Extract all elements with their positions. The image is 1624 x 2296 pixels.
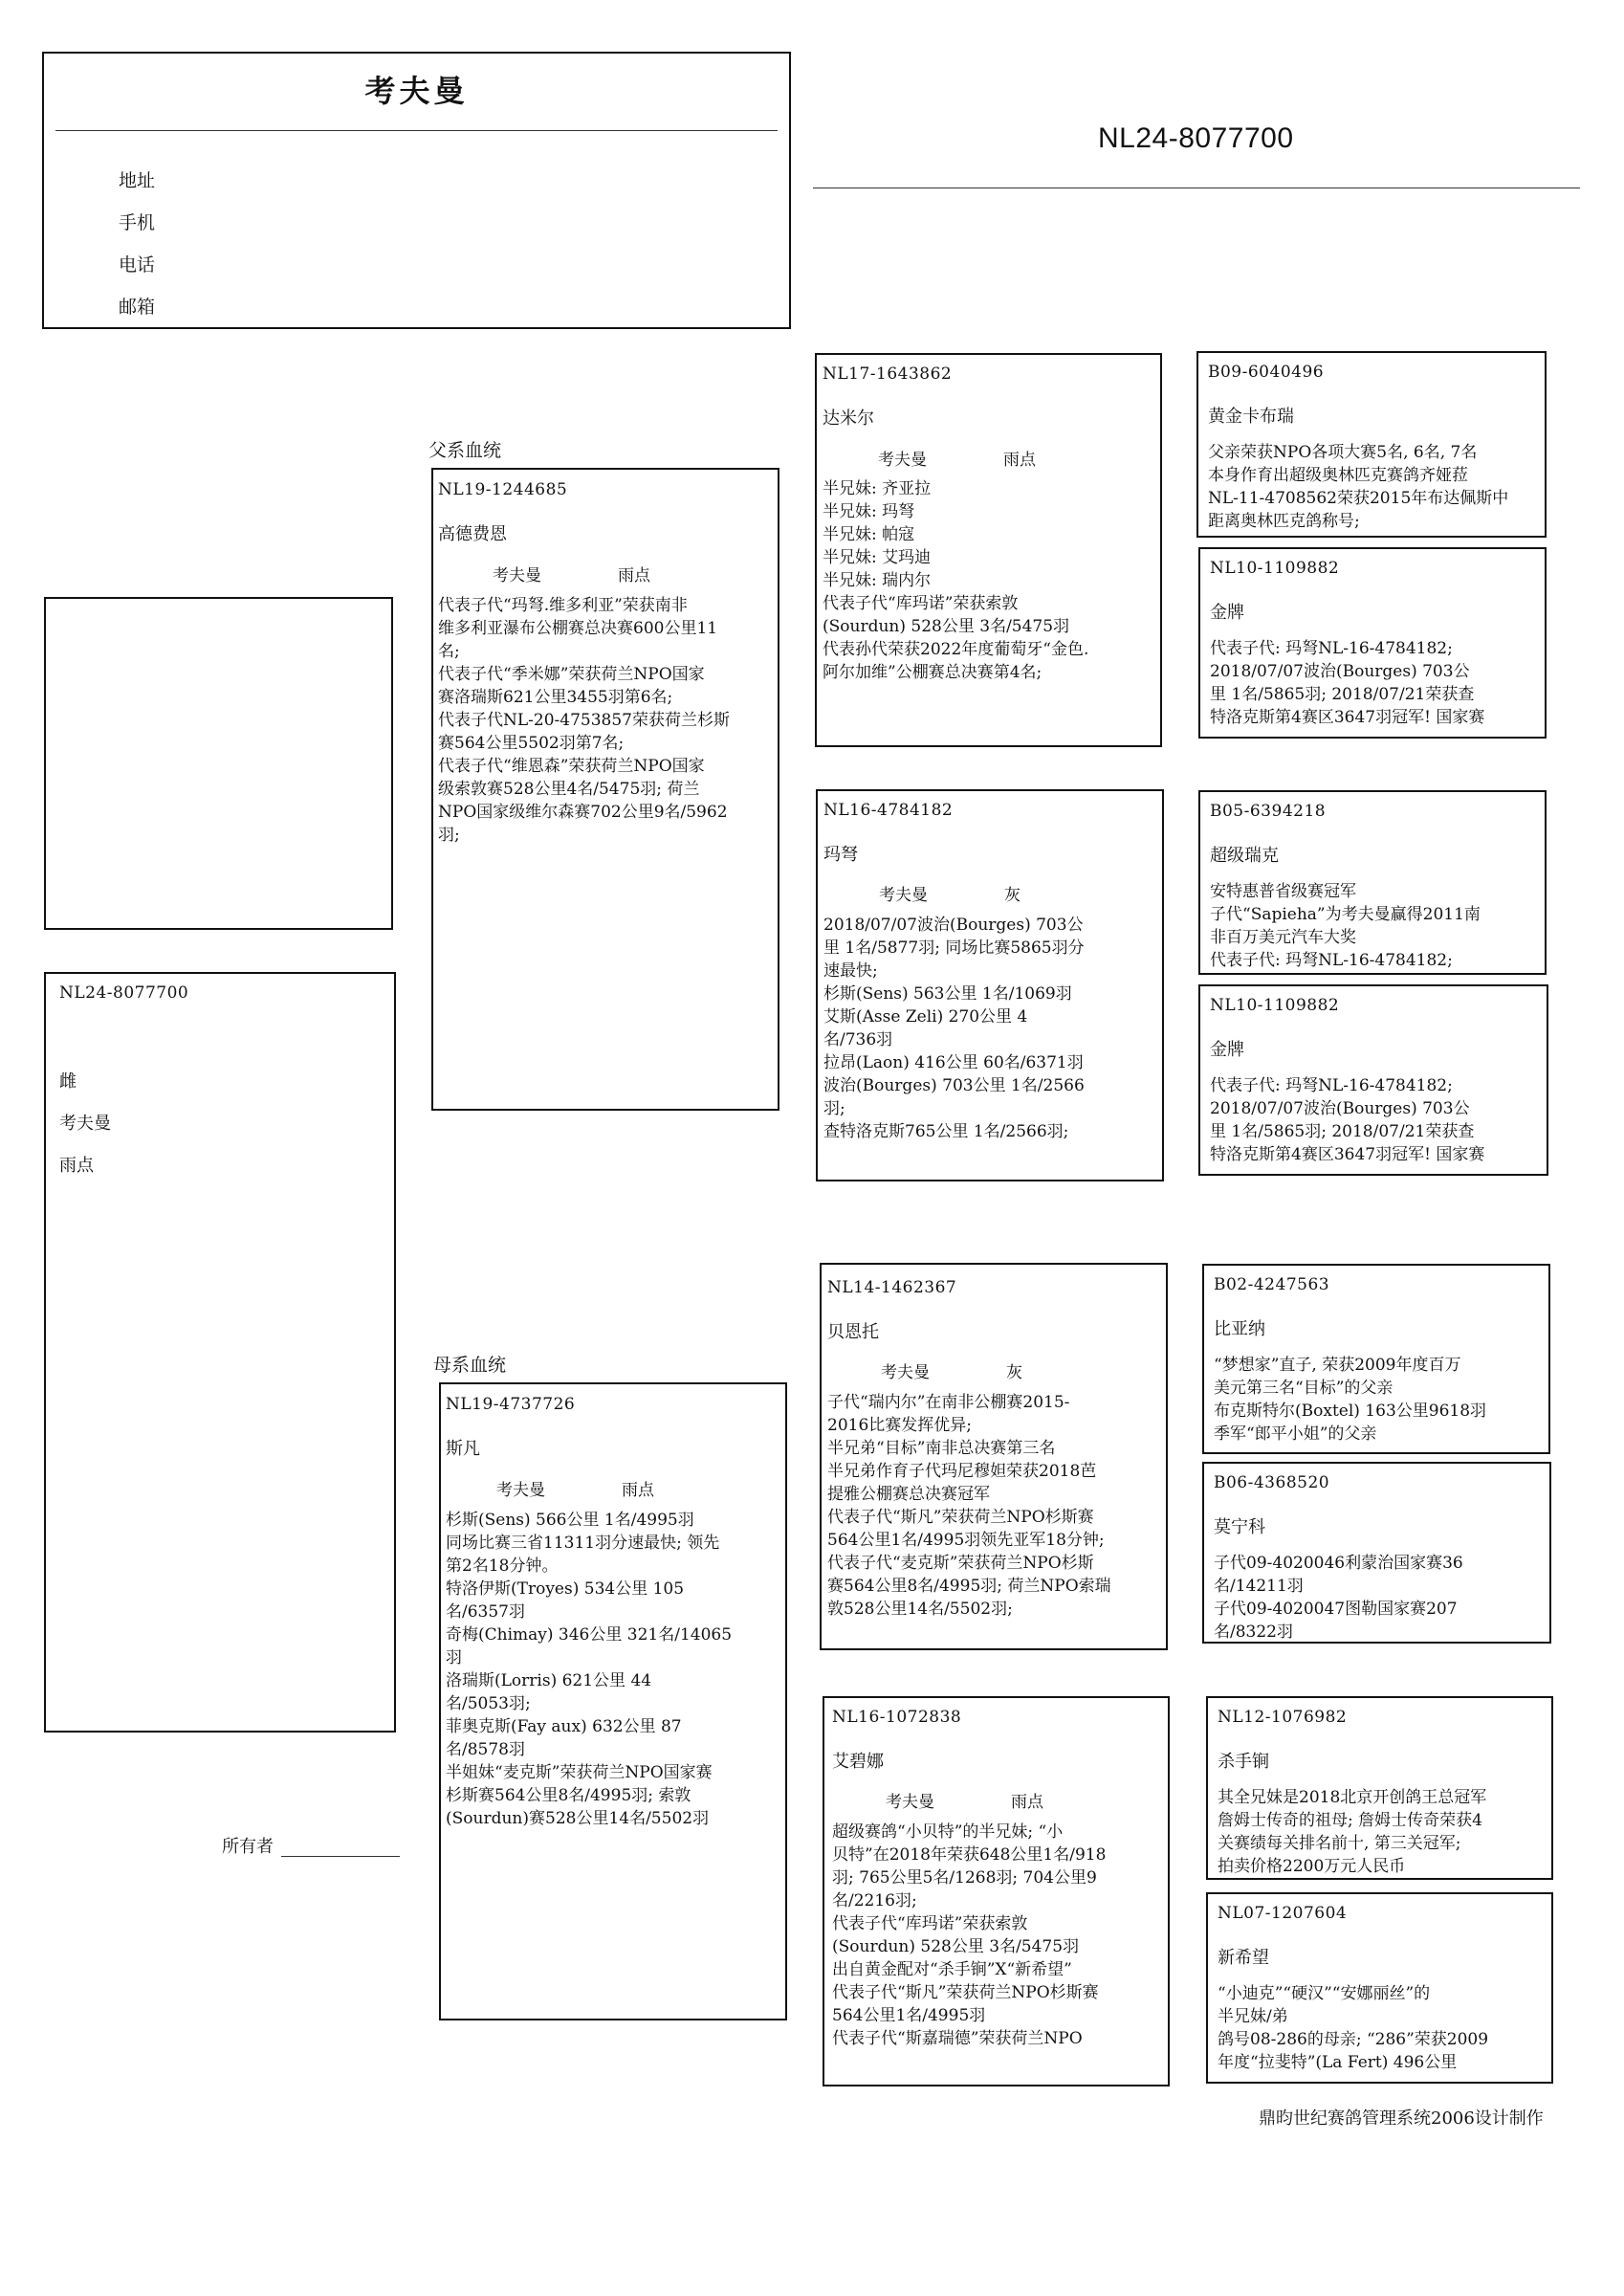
subject-breeder: 考夫曼 bbox=[59, 1114, 111, 1134]
footer-credit: 鼎昀世纪赛鸽管理系统2006设计制作 bbox=[1259, 2108, 1544, 2129]
dam-dam-dam-ring: NL07-1207604 bbox=[1218, 1904, 1348, 1923]
sire-dam-name: 玛弩 bbox=[823, 845, 858, 865]
sire-sire-description: 半兄妹: 齐亚拉 半兄妹: 玛弩 半兄妹: 帕寇 半兄妹: 艾玛迪 半兄妹: 瑞内尔 代表子代“库玛诺”荣获索敦 (Sourdun) 528公里 3名/5475羽 代表孙代荣获2022年度葡萄牙“金色. 阿尔加维”公棚赛总决赛第4名; bbox=[823, 479, 1089, 682]
sire-sire-dam-description: 代表子代: 玛弩NL-16-4784182; 2018/07/07波治(Bourges) 703公 里 1名/5865羽; 2018/07/21荣获查 特洛克斯第4赛区3647羽冠军! 国家赛 bbox=[1210, 639, 1485, 727]
sire-sire-color: 雨点 bbox=[1003, 451, 1036, 470]
sire-dam-breeder-color bbox=[879, 881, 1020, 905]
sire-sire-dam-card bbox=[1198, 547, 1547, 739]
sire-line-label: 父系血统 bbox=[428, 440, 502, 461]
dam-sire-description: 子代“瑞内尔”在南非公棚赛2015- 2016比赛发挥优异; 半兄弟“目标”南非总决赛第三名 半兄弟作育子代玛尼穆妲荣获2018芭 提雅公棚赛总决赛冠军 代表子代“斯凡”荣获荷兰NPO杉斯赛 564公里1名/4995羽领先亚军18分钟; 代表子代“麦克斯”荣获荷兰NPO杉斯 赛564公里8名/4995羽; 荷兰NPO索瑞 敦528公里14名/5502羽; bbox=[827, 1393, 1111, 1619]
dam-sire-dam-card bbox=[1202, 1462, 1551, 1644]
subject-ring: NL24-8077700 bbox=[59, 983, 189, 1003]
dam-dam-breeder: 考夫曼 bbox=[886, 1793, 934, 1812]
dam-dam-name: 艾碧娜 bbox=[832, 1752, 884, 1772]
sire-ring: NL19-1244685 bbox=[438, 480, 568, 499]
dam-card bbox=[439, 1382, 787, 2020]
dam-dam-color: 雨点 bbox=[1011, 1793, 1043, 1812]
dam-sire-color: 灰 bbox=[1006, 1363, 1022, 1382]
owner-header-box bbox=[42, 52, 791, 329]
sire-dam-dam-card bbox=[1198, 984, 1548, 1176]
sire-sire-ring: NL17-1643862 bbox=[823, 364, 953, 384]
owner-header-divider bbox=[55, 130, 778, 131]
dam-description: 杉斯(Sens) 566公里 1名/4995羽 同场比赛三省11311羽分速最快; 领先 第2名18分钟。 特洛伊斯(Troyes) 534公里 105 名/6357羽 奇梅(Chimay) 346公里 321名/14065 羽 洛瑞斯(Lorris) 621公里 44 名/5053羽; 菲奥克斯(Fay aux) 632公里 87 名/8578羽 半姐妹“麦克斯”荣获荷兰NPO国家赛 杉斯赛564公里8名/4995羽; 索敦 (Sourdun)赛528公里14名/5502羽 bbox=[446, 1511, 733, 1828]
sire-sire-sire-ring: B09-6040496 bbox=[1208, 363, 1325, 382]
dam-sire-breeder: 考夫曼 bbox=[881, 1363, 930, 1382]
sire-sire-sire-name: 黄金卡布瑞 bbox=[1208, 407, 1294, 427]
owner-signature-line bbox=[281, 1856, 400, 1857]
dam-sire-name: 贝恩托 bbox=[827, 1322, 879, 1342]
sire-dam-sire-ring: B05-6394218 bbox=[1210, 802, 1327, 821]
sire-dam-ring: NL16-4784182 bbox=[823, 801, 954, 820]
sire-dam-description: 2018/07/07波治(Bourges) 703公 里 1名/5877羽; 同场比赛5865羽分 速最快; 杉斯(Sens) 563公里 1名/1069羽 艾斯(Asse Zeli) 270公里 4 名/736羽 拉昂(Laon) 416公里 60名/6371羽 波治(Bourges) 703公里 1名/2566 羽; 查特洛克斯765公里 1名/2566羽; bbox=[823, 916, 1085, 1141]
dam-sire-dam-ring: B06-4368520 bbox=[1214, 1473, 1330, 1492]
sire-name: 高德费恩 bbox=[438, 524, 507, 544]
sire-breeder: 考夫曼 bbox=[493, 566, 541, 585]
sire-sire-sire-description: 父亲荣获NPO各项大赛5名, 6名, 7名 本身作育出超级奥林匹克赛鸽齐娅菈 NL-11-4708562荣获2015年布达佩斯中 距离奥林匹克鸽称号; bbox=[1208, 443, 1509, 531]
dam-dam-ring: NL16-1072838 bbox=[832, 1708, 962, 1727]
dam-breeder-color bbox=[496, 1476, 654, 1500]
dam-sire-ring: NL14-1462367 bbox=[827, 1278, 957, 1297]
email-label: 邮箱 bbox=[119, 297, 156, 318]
sire-sire-dam-ring: NL10-1109882 bbox=[1210, 559, 1340, 578]
dam-line-label: 母系血统 bbox=[433, 1355, 507, 1376]
sire-dam-card bbox=[816, 789, 1164, 1181]
dam-dam-dam-description: “小迪克”“硬汉”“安娜丽丝”的 半兄妹/弟 鸽号08-286的母亲; “286”荣获2009 年度“拉斐特”(La Fert) 496公里 bbox=[1218, 1984, 1489, 2072]
sire-dam-dam-name: 金牌 bbox=[1210, 1040, 1244, 1060]
dam-dam-dam-name: 新希望 bbox=[1218, 1948, 1269, 1968]
sire-sire-breeder-color bbox=[878, 446, 1036, 470]
sire-dam-sire-name: 超级瑞克 bbox=[1210, 846, 1279, 866]
dam-dam-card bbox=[823, 1696, 1170, 2086]
sire-sire-name: 达米尔 bbox=[823, 408, 874, 429]
sire-sire-breeder: 考夫曼 bbox=[878, 451, 927, 470]
dam-sire-sire-name: 比亚纳 bbox=[1214, 1319, 1265, 1339]
sire-sire-sire-card bbox=[1196, 351, 1547, 538]
owner-label: 所有者 bbox=[222, 1837, 274, 1857]
dam-ring: NL19-4737726 bbox=[446, 1395, 576, 1414]
sire-sire-card bbox=[815, 353, 1162, 747]
dam-dam-sire-ring: NL12-1076982 bbox=[1218, 1708, 1348, 1727]
dam-dam-breeder-color bbox=[886, 1788, 1043, 1812]
sire-color: 雨点 bbox=[618, 566, 650, 585]
ring-number-title: NL24-8077700 bbox=[1098, 122, 1294, 154]
sire-dam-sire-description: 安特惠普省级赛冠军 子代“Sapieha”为考夫曼赢得2011南 非百万美元汽车大奖 代表子代: 玛弩NL-16-4784182; bbox=[1210, 882, 1481, 970]
dam-dam-sire-name: 杀手锏 bbox=[1218, 1752, 1269, 1772]
dam-sire-dam-description: 子代09-4020046利蒙治国家赛36 名/14211羽 子代09-4020047图勒国家赛207 名/8322羽 bbox=[1214, 1554, 1463, 1642]
dam-sire-sire-description: “梦想家”直子, 荣获2009年度百万 美元第三名“目标”的父亲 布克斯特尔(Boxtel) 163公里9618羽 季军“郎平小姐”的父亲 bbox=[1214, 1356, 1487, 1444]
dam-dam-sire-card bbox=[1206, 1696, 1553, 1880]
sire-dam-dam-ring: NL10-1109882 bbox=[1210, 996, 1340, 1015]
owner-name: 考夫曼 bbox=[364, 73, 469, 109]
sire-dam-dam-description: 代表子代: 玛弩NL-16-4784182; 2018/07/07波治(Bourges) 703公 里 1名/5865羽; 2018/07/21荣获查 特洛克斯第4赛区3647羽冠军! 国家赛 bbox=[1210, 1076, 1485, 1164]
sire-sire-dam-name: 金牌 bbox=[1210, 603, 1244, 623]
photo-frame bbox=[44, 597, 393, 930]
dam-breeder: 考夫曼 bbox=[496, 1481, 545, 1500]
dam-dam-description: 超级赛鸽“小贝特”的半兄妹; “小 贝特”在2018年荣获648公里1名/918 羽; 765公里5名/1268羽; 704公里9 名/2216羽; 代表子代“库玛诺”荣获索敦 (Sourdun) 528公里 3名/5475羽 出自黄金配对“杀手锏”X“新希望” 代表子代“斯凡”荣获荷兰NPO杉斯赛 564公里1名/4995羽 代表子代“斯嘉瑞德”荣获荷兰NPO bbox=[832, 1822, 1107, 2048]
subject-sex: 雌 bbox=[59, 1071, 77, 1092]
mobile-label: 手机 bbox=[119, 212, 156, 233]
dam-sire-card bbox=[820, 1263, 1168, 1650]
subject-card bbox=[44, 972, 396, 1733]
phone-label: 电话 bbox=[119, 254, 156, 276]
dam-dam-dam-card bbox=[1206, 1892, 1553, 2084]
subject-color: 雨点 bbox=[59, 1156, 94, 1176]
sire-dam-color: 灰 bbox=[1004, 886, 1020, 905]
dam-sire-dam-name: 莫宁科 bbox=[1214, 1517, 1265, 1537]
sire-card bbox=[431, 468, 779, 1111]
dam-sire-sire-ring: B02-4247563 bbox=[1214, 1275, 1330, 1294]
dam-sire-breeder-color bbox=[881, 1358, 1022, 1382]
address-label: 地址 bbox=[119, 170, 156, 191]
sire-breeder-color bbox=[493, 562, 650, 585]
sire-description: 代表子代“玛弩.维多利亚”荣获南非 维多利亚瀑布公棚赛总决赛600公里11 名; 代表子代“季米娜”荣获荷兰NPO国家 赛洛瑞斯621公里3455羽第6名; 代表子代NL-20-4753857荣获荷兰杉斯 赛564公里5502羽第7名; 代表子代“维恩森”荣获荷兰NPO国家 级索敦赛528公里4名/5475羽; 荷兰 NPO国家级维尔森赛702公里9名/5962 羽; bbox=[438, 596, 730, 845]
dam-color: 雨点 bbox=[622, 1481, 654, 1500]
sire-dam-breeder: 考夫曼 bbox=[879, 886, 928, 905]
dam-dam-sire-description: 其全兄妹是2018北京开创鸽王总冠军 詹姆士传奇的祖母; 詹姆士传奇荣获4 关赛绩每关排名前十, 第三关冠军; 拍卖价格2200万元人民币 bbox=[1218, 1788, 1487, 1876]
sire-dam-sire-card bbox=[1198, 790, 1547, 975]
dam-sire-sire-card bbox=[1202, 1264, 1550, 1454]
dam-name: 斯凡 bbox=[446, 1439, 480, 1459]
